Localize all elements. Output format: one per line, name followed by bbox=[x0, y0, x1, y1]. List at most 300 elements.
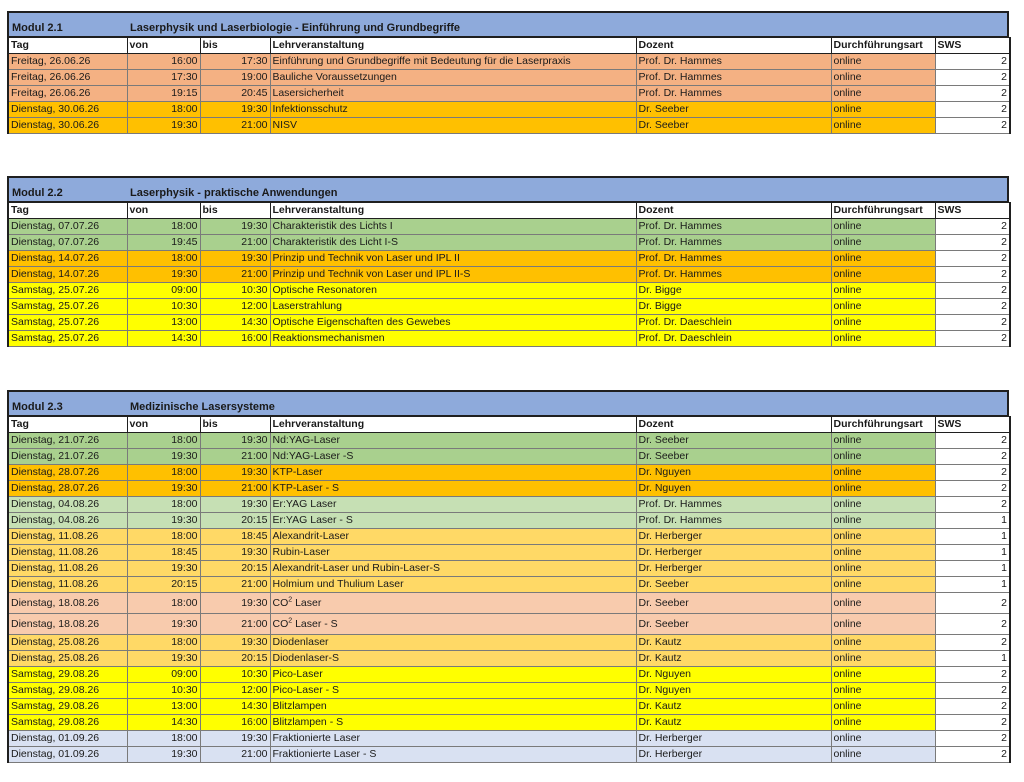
column-header: Durchführungsart bbox=[831, 417, 935, 433]
cell-lehrveranstaltung: Er:YAG Laser bbox=[270, 497, 636, 513]
column-header: von bbox=[127, 417, 200, 433]
cell-tag: Freitag, 26.06.26 bbox=[8, 70, 127, 86]
cell-bis: 10:30 bbox=[200, 283, 270, 299]
cell-von: 18:00 bbox=[127, 251, 200, 267]
column-header: bis bbox=[200, 417, 270, 433]
cell-bis: 14:30 bbox=[200, 699, 270, 715]
cell-sws: 2 bbox=[935, 635, 1010, 651]
cell-tag: Dienstag, 14.07.26 bbox=[8, 267, 127, 283]
cell-bis: 19:30 bbox=[200, 433, 270, 449]
schedule-table bbox=[7, 416, 1011, 763]
cell-durchfuehrungsart: online bbox=[831, 235, 935, 251]
cell-lehrveranstaltung: Blitzlampen bbox=[270, 699, 636, 715]
lv-text: CO bbox=[272, 597, 289, 609]
schedule-table bbox=[7, 37, 1011, 134]
cell-dozent: Dr. Nguyen bbox=[636, 683, 831, 699]
cell-durchfuehrungsart: online bbox=[831, 283, 935, 299]
cell-bis: 21:00 bbox=[200, 235, 270, 251]
cell-sws: 2 bbox=[935, 481, 1010, 497]
cell-durchfuehrungsart: online bbox=[831, 651, 935, 667]
cell-dozent: Dr. Nguyen bbox=[636, 465, 831, 481]
cell-durchfuehrungsart: online bbox=[831, 731, 935, 747]
cell-bis: 19:30 bbox=[200, 219, 270, 235]
cell-sws: 2 bbox=[935, 715, 1010, 731]
cell-sws: 2 bbox=[935, 614, 1010, 635]
table-row bbox=[8, 715, 1010, 731]
cell-lehrveranstaltung: Holmium und Thulium Laser bbox=[270, 577, 636, 593]
lv-text-rest: Laser bbox=[292, 597, 322, 609]
column-header: von bbox=[127, 203, 200, 219]
cell-dozent: Dr. Herberger bbox=[636, 747, 831, 763]
cell-bis: 12:00 bbox=[200, 299, 270, 315]
cell-dozent: Prof. Dr. Daeschlein bbox=[636, 331, 831, 347]
column-header: Tag bbox=[8, 38, 127, 54]
cell-lehrveranstaltung: Nd:YAG-Laser bbox=[270, 433, 636, 449]
module-header bbox=[7, 176, 1009, 202]
cell-tag: Dienstag, 30.06.26 bbox=[8, 118, 127, 134]
cell-bis: 19:00 bbox=[200, 70, 270, 86]
table-row bbox=[8, 731, 1010, 747]
cell-tag: Samstag, 29.08.26 bbox=[8, 683, 127, 699]
cell-tag: Dienstag, 18.08.26 bbox=[8, 593, 127, 614]
table-row bbox=[8, 331, 1010, 347]
header-row bbox=[8, 38, 1010, 54]
header-row bbox=[8, 417, 1010, 433]
cell-lehrveranstaltung: Nd:YAG-Laser -S bbox=[270, 449, 636, 465]
cell-sws: 2 bbox=[935, 465, 1010, 481]
cell-lehrveranstaltung: Prinzip und Technik von Laser und IPL II bbox=[270, 251, 636, 267]
cell-lehrveranstaltung: Lasersicherheit bbox=[270, 86, 636, 102]
lv-superscript: 2 bbox=[288, 596, 293, 604]
table-row bbox=[8, 118, 1010, 134]
cell-bis: 21:00 bbox=[200, 449, 270, 465]
cell-von: 19:45 bbox=[127, 235, 200, 251]
cell-bis: 21:00 bbox=[200, 747, 270, 763]
cell-dozent: Prof. Dr. Hammes bbox=[636, 251, 831, 267]
cell-sws: 2 bbox=[935, 747, 1010, 763]
cell-tag: Dienstag, 11.08.26 bbox=[8, 529, 127, 545]
cell-lehrveranstaltung: Laserstrahlung bbox=[270, 299, 636, 315]
cell-dozent: Dr. Kautz bbox=[636, 635, 831, 651]
cell-von: 09:00 bbox=[127, 667, 200, 683]
table-row bbox=[8, 577, 1010, 593]
cell-lehrveranstaltung: Alexandrit-Laser bbox=[270, 529, 636, 545]
cell-von: 18:00 bbox=[127, 219, 200, 235]
table-row bbox=[8, 235, 1010, 251]
cell-dozent: Prof. Dr. Hammes bbox=[636, 235, 831, 251]
column-header: SWS bbox=[935, 417, 1010, 433]
cell-von: 19:30 bbox=[127, 513, 200, 529]
cell-durchfuehrungsart: online bbox=[831, 102, 935, 118]
cell-bis: 18:45 bbox=[200, 529, 270, 545]
cell-lehrveranstaltung: Optische Resonatoren bbox=[270, 283, 636, 299]
cell-dozent: Dr. Kautz bbox=[636, 699, 831, 715]
cell-lehrveranstaltung: Alexandrit-Laser und Rubin-Laser-S bbox=[270, 561, 636, 577]
cell-dozent: Dr. Kautz bbox=[636, 715, 831, 731]
cell-lehrveranstaltung: Charakteristik des Licht I-S bbox=[270, 235, 636, 251]
cell-sws: 2 bbox=[935, 731, 1010, 747]
cell-dozent: Dr. Herberger bbox=[636, 545, 831, 561]
cell-lehrveranstaltung: Infektionsschutz bbox=[270, 102, 636, 118]
cell-durchfuehrungsart: online bbox=[831, 513, 935, 529]
table-row bbox=[8, 614, 1010, 635]
cell-bis: 21:00 bbox=[200, 481, 270, 497]
cell-tag: Dienstag, 01.09.26 bbox=[8, 731, 127, 747]
cell-sws: 2 bbox=[935, 118, 1010, 134]
cell-lehrveranstaltung: Pico-Laser bbox=[270, 667, 636, 683]
cell-durchfuehrungsart: online bbox=[831, 747, 935, 763]
cell-bis: 21:00 bbox=[200, 614, 270, 635]
cell-bis: 19:30 bbox=[200, 635, 270, 651]
cell-tag: Dienstag, 04.08.26 bbox=[8, 513, 127, 529]
cell-durchfuehrungsart: online bbox=[831, 449, 935, 465]
cell-tag: Freitag, 26.06.26 bbox=[8, 54, 127, 70]
cell-sws: 1 bbox=[935, 561, 1010, 577]
cell-lehrveranstaltung: Rubin-Laser bbox=[270, 545, 636, 561]
cell-dozent: Dr. Kautz bbox=[636, 651, 831, 667]
cell-dozent: Dr. Seeber bbox=[636, 449, 831, 465]
table-row bbox=[8, 465, 1010, 481]
cell-sws: 2 bbox=[935, 315, 1010, 331]
cell-bis: 20:15 bbox=[200, 561, 270, 577]
cell-von: 20:15 bbox=[127, 577, 200, 593]
cell-sws: 2 bbox=[935, 299, 1010, 315]
table-row bbox=[8, 651, 1010, 667]
cell-dozent: Prof. Dr. Hammes bbox=[636, 497, 831, 513]
cell-bis: 20:15 bbox=[200, 651, 270, 667]
table-row bbox=[8, 561, 1010, 577]
cell-sws: 2 bbox=[935, 497, 1010, 513]
table-row bbox=[8, 667, 1010, 683]
cell-bis: 12:00 bbox=[200, 683, 270, 699]
cell-bis: 19:30 bbox=[200, 545, 270, 561]
cell-tag: Dienstag, 21.07.26 bbox=[8, 433, 127, 449]
cell-sws: 1 bbox=[935, 545, 1010, 561]
cell-sws: 2 bbox=[935, 283, 1010, 299]
lv-superscript: 2 bbox=[288, 617, 293, 625]
module-header bbox=[7, 390, 1009, 416]
module-title: Medizinische Lasersysteme bbox=[130, 401, 275, 413]
table-row bbox=[8, 315, 1010, 331]
cell-tag: Samstag, 25.07.26 bbox=[8, 283, 127, 299]
cell-bis: 19:30 bbox=[200, 497, 270, 513]
table-row bbox=[8, 699, 1010, 715]
cell-tag: Samstag, 29.08.26 bbox=[8, 667, 127, 683]
cell-durchfuehrungsart: online bbox=[831, 529, 935, 545]
cell-von: 19:30 bbox=[127, 651, 200, 667]
cell-tag: Dienstag, 11.08.26 bbox=[8, 561, 127, 577]
cell-von: 18:00 bbox=[127, 593, 200, 614]
cell-tag: Dienstag, 07.07.26 bbox=[8, 235, 127, 251]
cell-tag: Dienstag, 14.07.26 bbox=[8, 251, 127, 267]
module-2-2 bbox=[7, 176, 1009, 347]
cell-durchfuehrungsart: online bbox=[831, 545, 935, 561]
cell-tag: Samstag, 25.07.26 bbox=[8, 315, 127, 331]
table-row bbox=[8, 54, 1010, 70]
cell-lehrveranstaltung: KTP-Laser - S bbox=[270, 481, 636, 497]
module-title: Laserphysik - praktische Anwendungen bbox=[130, 187, 338, 199]
cell-lehrveranstaltung: Bauliche Voraussetzungen bbox=[270, 70, 636, 86]
cell-dozent: Dr. Seeber bbox=[636, 118, 831, 134]
cell-dozent: Prof. Dr. Daeschlein bbox=[636, 315, 831, 331]
column-header: Durchführungsart bbox=[831, 203, 935, 219]
cell-durchfuehrungsart: online bbox=[831, 70, 935, 86]
table-row bbox=[8, 497, 1010, 513]
cell-tag: Dienstag, 28.07.26 bbox=[8, 481, 127, 497]
table-row bbox=[8, 529, 1010, 545]
cell-bis: 20:15 bbox=[200, 513, 270, 529]
cell-sws: 2 bbox=[935, 433, 1010, 449]
cell-dozent: Prof. Dr. Hammes bbox=[636, 267, 831, 283]
column-header: SWS bbox=[935, 203, 1010, 219]
cell-bis: 19:30 bbox=[200, 731, 270, 747]
cell-lehrveranstaltung: Pico-Laser - S bbox=[270, 683, 636, 699]
cell-von: 10:30 bbox=[127, 299, 200, 315]
module-2-3 bbox=[7, 390, 1009, 763]
cell-sws: 2 bbox=[935, 219, 1010, 235]
cell-sws: 2 bbox=[935, 54, 1010, 70]
cell-sws: 2 bbox=[935, 667, 1010, 683]
cell-tag: Samstag, 29.08.26 bbox=[8, 715, 127, 731]
cell-bis: 21:00 bbox=[200, 267, 270, 283]
lv-text: CO bbox=[272, 618, 289, 630]
cell-von: 18:45 bbox=[127, 545, 200, 561]
cell-tag: Dienstag, 18.08.26 bbox=[8, 614, 127, 635]
cell-durchfuehrungsart: online bbox=[831, 299, 935, 315]
column-header: Tag bbox=[8, 417, 127, 433]
cell-dozent: Prof. Dr. Hammes bbox=[636, 219, 831, 235]
cell-bis: 16:00 bbox=[200, 331, 270, 347]
cell-tag: Dienstag, 30.06.26 bbox=[8, 102, 127, 118]
cell-sws: 2 bbox=[935, 699, 1010, 715]
table-row bbox=[8, 481, 1010, 497]
cell-von: 09:00 bbox=[127, 283, 200, 299]
cell-tag: Samstag, 25.07.26 bbox=[8, 299, 127, 315]
cell-durchfuehrungsart: online bbox=[831, 593, 935, 614]
column-header: Lehrveranstaltung bbox=[270, 417, 636, 433]
cell-dozent: Prof. Dr. Hammes bbox=[636, 513, 831, 529]
cell-dozent: Dr. Seeber bbox=[636, 577, 831, 593]
cell-durchfuehrungsart: online bbox=[831, 481, 935, 497]
cell-tag: Dienstag, 28.07.26 bbox=[8, 465, 127, 481]
cell-tag: Dienstag, 25.08.26 bbox=[8, 651, 127, 667]
table-row bbox=[8, 86, 1010, 102]
cell-von: 19:30 bbox=[127, 267, 200, 283]
cell-von: 18:00 bbox=[127, 433, 200, 449]
table-row bbox=[8, 251, 1010, 267]
cell-von: 13:00 bbox=[127, 699, 200, 715]
cell-von: 19:30 bbox=[127, 449, 200, 465]
cell-bis: 21:00 bbox=[200, 577, 270, 593]
table-row bbox=[8, 283, 1010, 299]
cell-bis: 17:30 bbox=[200, 54, 270, 70]
cell-von: 18:00 bbox=[127, 102, 200, 118]
cell-tag: Dienstag, 21.07.26 bbox=[8, 449, 127, 465]
table-row bbox=[8, 635, 1010, 651]
column-header: bis bbox=[200, 203, 270, 219]
cell-von: 14:30 bbox=[127, 715, 200, 731]
column-header: Lehrveranstaltung bbox=[270, 38, 636, 54]
cell-tag: Samstag, 25.07.26 bbox=[8, 331, 127, 347]
cell-durchfuehrungsart: online bbox=[831, 251, 935, 267]
column-header: Durchführungsart bbox=[831, 38, 935, 54]
cell-sws: 2 bbox=[935, 102, 1010, 118]
cell-durchfuehrungsart: online bbox=[831, 267, 935, 283]
cell-durchfuehrungsart: online bbox=[831, 433, 935, 449]
cell-durchfuehrungsart: online bbox=[831, 497, 935, 513]
cell-von: 18:00 bbox=[127, 529, 200, 545]
cell-von: 19:30 bbox=[127, 481, 200, 497]
cell-sws: 2 bbox=[935, 449, 1010, 465]
cell-dozent: Dr. Herberger bbox=[636, 561, 831, 577]
cell-lehrveranstaltung: Er:YAG Laser - S bbox=[270, 513, 636, 529]
cell-tag: Dienstag, 11.08.26 bbox=[8, 545, 127, 561]
cell-bis: 19:30 bbox=[200, 465, 270, 481]
cell-dozent: Dr. Seeber bbox=[636, 614, 831, 635]
cell-lehrveranstaltung bbox=[270, 614, 636, 635]
cell-bis: 19:30 bbox=[200, 593, 270, 614]
cell-dozent: Dr. Nguyen bbox=[636, 481, 831, 497]
cell-bis: 19:30 bbox=[200, 102, 270, 118]
cell-von: 19:30 bbox=[127, 614, 200, 635]
cell-von: 18:00 bbox=[127, 497, 200, 513]
cell-durchfuehrungsart: online bbox=[831, 614, 935, 635]
table-row bbox=[8, 102, 1010, 118]
cell-lehrveranstaltung: Charakteristik des Lichts I bbox=[270, 219, 636, 235]
cell-sws: 2 bbox=[935, 331, 1010, 347]
cell-von: 18:00 bbox=[127, 635, 200, 651]
column-header: Tag bbox=[8, 203, 127, 219]
module-header bbox=[7, 11, 1009, 37]
cell-von: 14:30 bbox=[127, 331, 200, 347]
cell-sws: 2 bbox=[935, 683, 1010, 699]
column-header: Dozent bbox=[636, 38, 831, 54]
table-row bbox=[8, 70, 1010, 86]
cell-sws: 1 bbox=[935, 651, 1010, 667]
lv-text-rest: Laser - S bbox=[292, 618, 338, 630]
table-row bbox=[8, 545, 1010, 561]
cell-tag: Freitag, 26.06.26 bbox=[8, 86, 127, 102]
cell-lehrveranstaltung: Diodenlaser-S bbox=[270, 651, 636, 667]
column-header: von bbox=[127, 38, 200, 54]
cell-lehrveranstaltung: Optische Eigenschaften des Gewebes bbox=[270, 315, 636, 331]
module-number: Modul 2.2 bbox=[12, 187, 63, 199]
table-row bbox=[8, 299, 1010, 315]
cell-tag: Dienstag, 04.08.26 bbox=[8, 497, 127, 513]
cell-lehrveranstaltung: Fraktionierte Laser bbox=[270, 731, 636, 747]
table-row bbox=[8, 683, 1010, 699]
cell-tag: Dienstag, 25.08.26 bbox=[8, 635, 127, 651]
cell-durchfuehrungsart: online bbox=[831, 219, 935, 235]
cell-dozent: Dr. Seeber bbox=[636, 593, 831, 614]
cell-von: 18:00 bbox=[127, 465, 200, 481]
table-row bbox=[8, 593, 1010, 614]
cell-dozent: Prof. Dr. Hammes bbox=[636, 86, 831, 102]
column-header: Dozent bbox=[636, 203, 831, 219]
cell-bis: 16:00 bbox=[200, 715, 270, 731]
cell-durchfuehrungsart: online bbox=[831, 699, 935, 715]
cell-von: 18:00 bbox=[127, 731, 200, 747]
cell-durchfuehrungsart: online bbox=[831, 635, 935, 651]
cell-von: 19:15 bbox=[127, 86, 200, 102]
cell-lehrveranstaltung: NISV bbox=[270, 118, 636, 134]
cell-durchfuehrungsart: online bbox=[831, 577, 935, 593]
cell-lehrveranstaltung: Fraktionierte Laser - S bbox=[270, 747, 636, 763]
cell-sws: 2 bbox=[935, 86, 1010, 102]
cell-bis: 14:30 bbox=[200, 315, 270, 331]
cell-sws: 2 bbox=[935, 70, 1010, 86]
module-title: Laserphysik und Laserbiologie - Einführung und Grundbegriffe bbox=[130, 22, 461, 34]
cell-durchfuehrungsart: online bbox=[831, 715, 935, 731]
cell-von: 16:00 bbox=[127, 54, 200, 70]
module-number: Modul 2.3 bbox=[12, 401, 63, 413]
cell-lehrveranstaltung: Prinzip und Technik von Laser und IPL II-S bbox=[270, 267, 636, 283]
cell-von: 19:30 bbox=[127, 561, 200, 577]
column-header: SWS bbox=[935, 38, 1010, 54]
cell-bis: 21:00 bbox=[200, 118, 270, 134]
cell-durchfuehrungsart: online bbox=[831, 54, 935, 70]
cell-sws: 2 bbox=[935, 235, 1010, 251]
cell-dozent: Dr. Herberger bbox=[636, 529, 831, 545]
cell-dozent: Dr. Seeber bbox=[636, 102, 831, 118]
cell-lehrveranstaltung: Diodenlaser bbox=[270, 635, 636, 651]
cell-sws: 2 bbox=[935, 267, 1010, 283]
schedule-table bbox=[7, 202, 1011, 347]
cell-tag: Dienstag, 01.09.26 bbox=[8, 747, 127, 763]
header-row bbox=[8, 203, 1010, 219]
cell-von: 19:30 bbox=[127, 747, 200, 763]
cell-sws: 1 bbox=[935, 577, 1010, 593]
cell-dozent: Dr. Bigge bbox=[636, 299, 831, 315]
cell-dozent: Dr. Herberger bbox=[636, 731, 831, 747]
table-row bbox=[8, 219, 1010, 235]
cell-lehrveranstaltung: KTP-Laser bbox=[270, 465, 636, 481]
cell-durchfuehrungsart: online bbox=[831, 331, 935, 347]
cell-lehrveranstaltung: Reaktionsmechanismen bbox=[270, 331, 636, 347]
cell-bis: 19:30 bbox=[200, 251, 270, 267]
cell-bis: 20:45 bbox=[200, 86, 270, 102]
cell-dozent: Prof. Dr. Hammes bbox=[636, 70, 831, 86]
cell-dozent: Dr. Nguyen bbox=[636, 667, 831, 683]
cell-durchfuehrungsart: online bbox=[831, 561, 935, 577]
cell-durchfuehrungsart: online bbox=[831, 667, 935, 683]
cell-sws: 2 bbox=[935, 593, 1010, 614]
cell-durchfuehrungsart: online bbox=[831, 118, 935, 134]
cell-sws: 2 bbox=[935, 251, 1010, 267]
cell-lehrveranstaltung: Einführung und Grundbegriffe mit Bedeutung für die Laserpraxis bbox=[270, 54, 636, 70]
cell-tag: Samstag, 29.08.26 bbox=[8, 699, 127, 715]
cell-tag: Dienstag, 07.07.26 bbox=[8, 219, 127, 235]
cell-durchfuehrungsart: online bbox=[831, 465, 935, 481]
column-header: Dozent bbox=[636, 417, 831, 433]
cell-tag: Dienstag, 11.08.26 bbox=[8, 577, 127, 593]
cell-durchfuehrungsart: online bbox=[831, 315, 935, 331]
module-2-1 bbox=[7, 11, 1009, 134]
cell-durchfuehrungsart: online bbox=[831, 86, 935, 102]
column-header: Lehrveranstaltung bbox=[270, 203, 636, 219]
cell-lehrveranstaltung bbox=[270, 593, 636, 614]
table-row bbox=[8, 513, 1010, 529]
table-row bbox=[8, 449, 1010, 465]
cell-von: 17:30 bbox=[127, 70, 200, 86]
cell-von: 13:00 bbox=[127, 315, 200, 331]
module-number: Modul 2.1 bbox=[12, 22, 63, 34]
cell-dozent: Prof. Dr. Hammes bbox=[636, 54, 831, 70]
table-row bbox=[8, 267, 1010, 283]
table-row bbox=[8, 747, 1010, 763]
cell-sws: 1 bbox=[935, 513, 1010, 529]
cell-bis: 10:30 bbox=[200, 667, 270, 683]
